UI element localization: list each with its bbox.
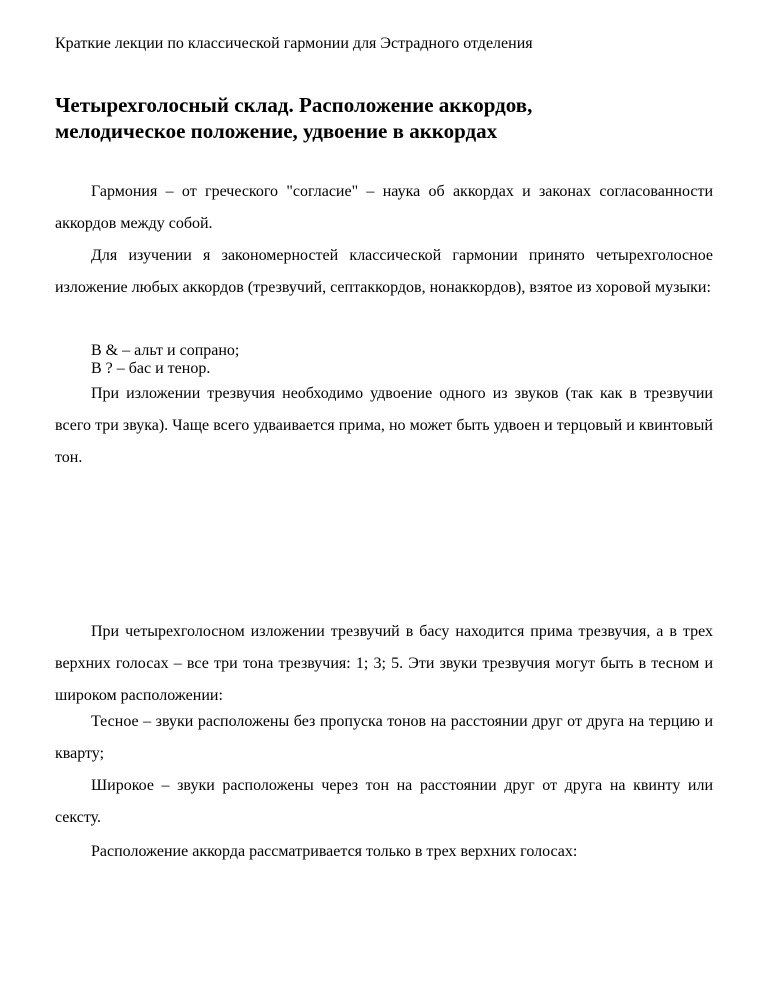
- paragraph-four-voice-study: Для изучении я закономерностей классической гармонии принято четырехголосное изложение любых аккордов (трезвучий, септаккордов, нонаккордов), взятое из хоровой музыки:: [55, 247, 713, 296]
- paragraph-upper-voices: Расположение аккорда рассматривается только в трех верхних голосах:: [91, 843, 578, 860]
- paragraph-close-position: Тесное – звуки расположены без пропуска тонов на расстоянии друг от друга на терцию и кварту;: [55, 713, 713, 762]
- running-header: Краткие лекции по классической гармонии для Эстрадного отделения: [55, 35, 533, 52]
- paragraph-open-position: Широкое – звуки расположены через тон на расстоянии друг от друга на квинту или сексту.: [55, 777, 713, 826]
- clef-line-bass: В ? – бас и тенор.: [91, 360, 211, 377]
- clef-line-treble: В & – альт и сопрано;: [91, 342, 240, 359]
- title-line-1: Четырехголосный склад. Расположение аккордов,: [55, 93, 533, 117]
- paragraph-bass-prime: При четырехголосном изложении трезвучий в басу находится прима трезвучия, а в трех верхних голосах – все три тона трезвучия: 1; 3; 5. Эти звуки трезвучия могут быть в тесном и широком расположении:: [55, 623, 713, 704]
- paragraph-harmony-definition: Гармония – от греческого "согласие" – наука об аккордах и законах согласованности аккордов между собой.: [55, 183, 713, 232]
- title-line-2: мелодическое положение, удвоение в аккордах: [55, 119, 498, 143]
- document-title: [55, 92, 715, 144]
- paragraph-doubling: При изложении трезвучия необходимо удвоение одного из звуков (так как в трезвучии всего три звука). Чаще всего удваивается прима, но может быть удвоен и терцовый и квинтовый тон.: [55, 385, 713, 466]
